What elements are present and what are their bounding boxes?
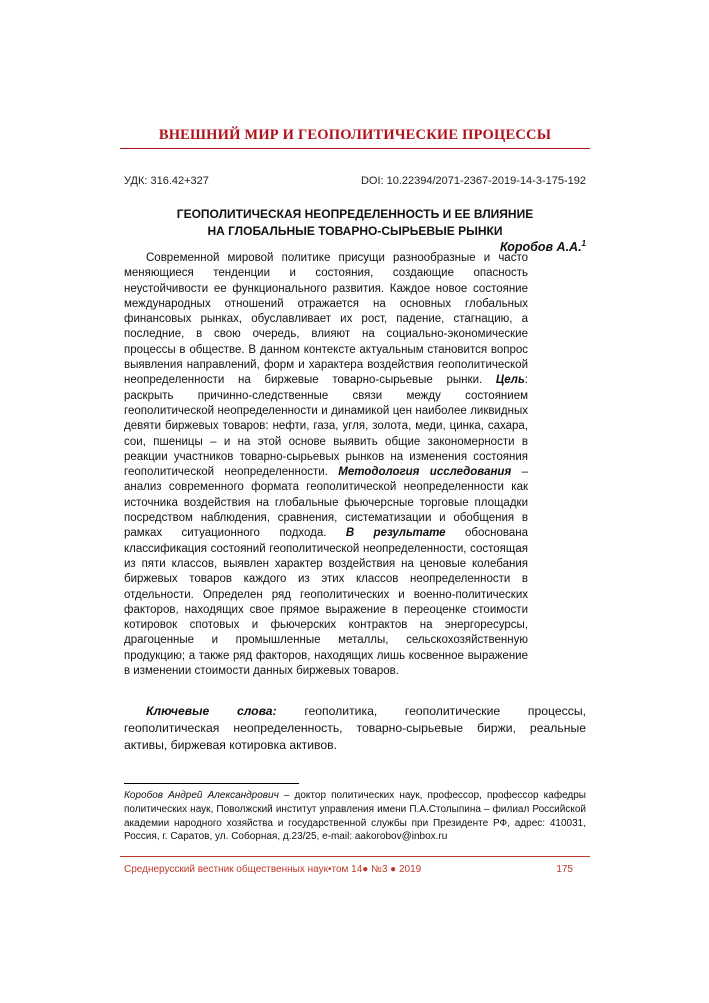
abstract-part-4: обоснована классификация состояний геополитической неопределенности, состоящая из пяти классов, выявлен характер воздействия на ценовые колебания биржевых товаров каждого из этих классов неопределенности в отдельности. Определен ряд геополитических и военно-политических факторов, находящих свое прямое выражение в переоценке стоимости котировок спотовых и фьючерских контрактов на энергоресурсы, драгоценные и промышленные металлы, сельскохозяйственную продукцию; а также ряд факторов, находящих лишь косвенное выражение в изменении стоимости данных биржевых товаров. xyxy=(124,527,528,678)
abstract-method-label: Методология исследования xyxy=(338,466,512,479)
article-title xyxy=(124,206,586,240)
article-title-line-1: ГЕОПОЛИТИЧЕСКАЯ НЕОПРЕДЕЛЕННОСТЬ И ЕЕ ВЛИЯНИЕ xyxy=(176,207,534,221)
author-name: Коробов А.А. xyxy=(500,240,582,255)
abstract xyxy=(124,251,528,679)
udc-code: УДК: 316.42+327 xyxy=(124,175,209,187)
page-number: 175 xyxy=(556,864,573,875)
footnote-text: – доктор политических наук, профессор, профессор кафедры политических наук, Поволжский институт управления имени П.А.Столыпина – филиал Российской академии народного хозяйства и государственной службы при Президенте РФ, адрес: 410031, Россия, г. Саратов, ул. Соборная, д.23/25, e-mail: aakorobov@inbox.ru xyxy=(124,790,586,843)
author-footnote-marker: 1 xyxy=(581,239,586,248)
keywords-label: Ключевые слова: xyxy=(146,704,277,718)
article-title-line-2: НА ГЛОБАЛЬНЫЕ ТОВАРНО-СЫРЬЕВЫЕ РЫНКИ xyxy=(207,224,503,238)
footnote-author-name: Коробов Андрей Александрович xyxy=(124,790,279,801)
abstract-part-1: Современной мировой политике присущи разнообразные и часто меняющиеся тенденции и состояния, создающие опасность неустойчивости ее функционального развития. Каждое новое состояние международных отношений отражается на основных глобальных финансовых рынках, обуславливает их рост, падение, стагнацию, а последние, в свою очередь, влияют на социально-экономические процессы в обществе. В данном контексте актуальным становится вопрос выявления направлений, форм и характера воздействия геополитической неопределенности на биржевые товарно-сырьевые рынки. xyxy=(124,252,528,387)
footer-divider xyxy=(120,856,590,857)
abstract-part-2: : раскрыть причинно-следственные связи между состоянием геополитической неопределенности и динамикой цен наиболее ликвидных девяти биржевых товаров: нефти, газа, угля, золота, меди, цинка, сахара, сои, пшеницы – и на этой основе выявить общие закономерности в реакции участников товарно-сырьевых рынков на изменения состояния геополитической неопределенности. xyxy=(124,374,528,479)
doi: DOI: 10.22394/2071-2367-2019-14-3-175-192 xyxy=(360,175,586,187)
author-footnote xyxy=(124,789,586,844)
keywords-text: геополитика, геополитические процессы, геополитическая неопределенность, товарно-сырьевые биржи, реальные активы, биржевая котировка активов. xyxy=(124,704,586,752)
abstract-result-label: В результате xyxy=(345,527,446,540)
keywords xyxy=(124,703,586,754)
section-divider xyxy=(120,148,590,149)
abstract-goal-label: Цель xyxy=(495,374,525,387)
abstract-part-3: – анализ современного формата геополитической неопределенности как источника воздействия на глобальные фьючерсные торговые площадки посредством наблюдения, сравнения, систематизации и обобщения в рамках ситуационного подхода. xyxy=(124,466,528,540)
section-title: ВНЕШНИЙ МИР И ГЕОПОЛИТИЧЕСКИЕ ПРОЦЕССЫ xyxy=(158,127,552,143)
journal-footer: Среднерусский вестник общественных наук•том 14● №3 ● 2019 xyxy=(124,864,422,875)
footnote-divider xyxy=(124,783,299,784)
